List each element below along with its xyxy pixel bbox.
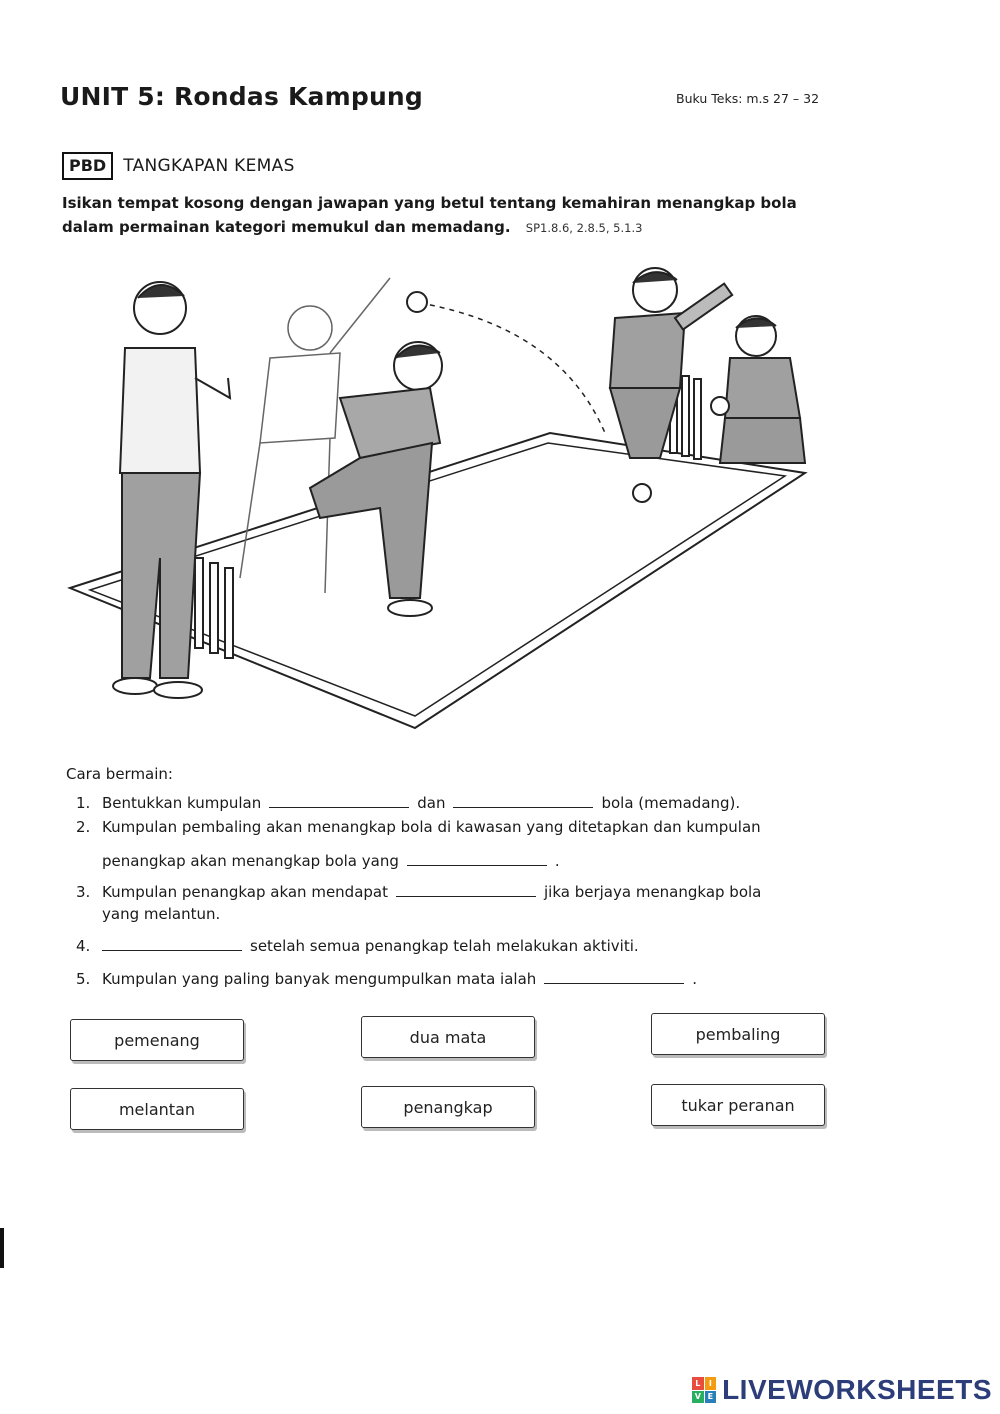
pbd-badge: PBD	[62, 152, 113, 180]
word-option-tukar-peranan[interactable]: tukar peranan	[651, 1084, 825, 1126]
sp-reference: SP1.8.6, 2.8.5, 5.1.3	[525, 221, 643, 235]
liveworksheets-watermark	[692, 1374, 992, 1406]
liveworksheets-logo-icon: L I V E	[692, 1377, 716, 1403]
rondas-illustration	[60, 258, 840, 748]
answer-blank-1b[interactable]	[453, 795, 593, 808]
answer-blank-3[interactable]	[396, 884, 536, 897]
ball-trajectory	[420, 303, 605, 433]
answer-blank-1a[interactable]	[269, 795, 409, 808]
instruction	[62, 191, 832, 240]
step-4: 4. setelah semua penangkap telah melakukan aktiviti.	[76, 937, 639, 955]
word-option-pemenang[interactable]: pemenang	[70, 1019, 244, 1061]
word-option-melantan[interactable]: melantan	[70, 1088, 244, 1130]
step-3-continued: yang melantun.	[102, 905, 221, 923]
answer-blank-4[interactable]	[102, 938, 242, 951]
word-option-dua-mata[interactable]: dua mata	[361, 1016, 535, 1058]
ball-air-icon	[407, 292, 427, 312]
watermark-text: LIVEWORKSHEETS	[722, 1374, 992, 1405]
wicketkeeper-figure	[711, 316, 805, 463]
section-title: TANGKAPAN KEMAS	[123, 156, 295, 176]
answer-blank-2[interactable]	[407, 853, 547, 866]
answer-blank-5[interactable]	[544, 971, 684, 984]
step-1: 1. Bentukkan kumpulan dan bola (memadang).	[76, 794, 741, 812]
unit-title: UNIT 5: Rondas Kampung	[60, 82, 424, 111]
step-3: 3. Kumpulan penangkap akan mendapat jika berjaya menangkap bola	[76, 883, 762, 901]
scan-edge-mark	[0, 1228, 4, 1268]
step-5: 5. Kumpulan yang paling banyak mengumpulkan mata ialah .	[76, 970, 698, 988]
section-heading	[62, 152, 295, 180]
bowler-figure	[310, 342, 442, 616]
word-option-pembaling[interactable]: pembaling	[651, 1013, 825, 1055]
how-to-play-heading: Cara bermain:	[66, 765, 173, 783]
word-option-penangkap[interactable]: penangkap	[361, 1086, 535, 1128]
step-2: 2. Kumpulan pembaling akan menangkap bola di kawasan yang ditetapkan dan kumpulan	[76, 818, 761, 836]
textbook-reference: Buku Teks: m.s 27 – 32	[676, 91, 820, 106]
ball-ground-icon	[633, 484, 651, 502]
stumps-left-icon	[195, 558, 233, 658]
instruction-text: Isikan tempat kosong dengan jawapan yang betul tentang kemahiran menangkap bola dalam permainan kategori memukul dan memadang.	[62, 194, 797, 236]
step-2-continued: penangkap akan menangkap bola yang .	[102, 852, 560, 870]
